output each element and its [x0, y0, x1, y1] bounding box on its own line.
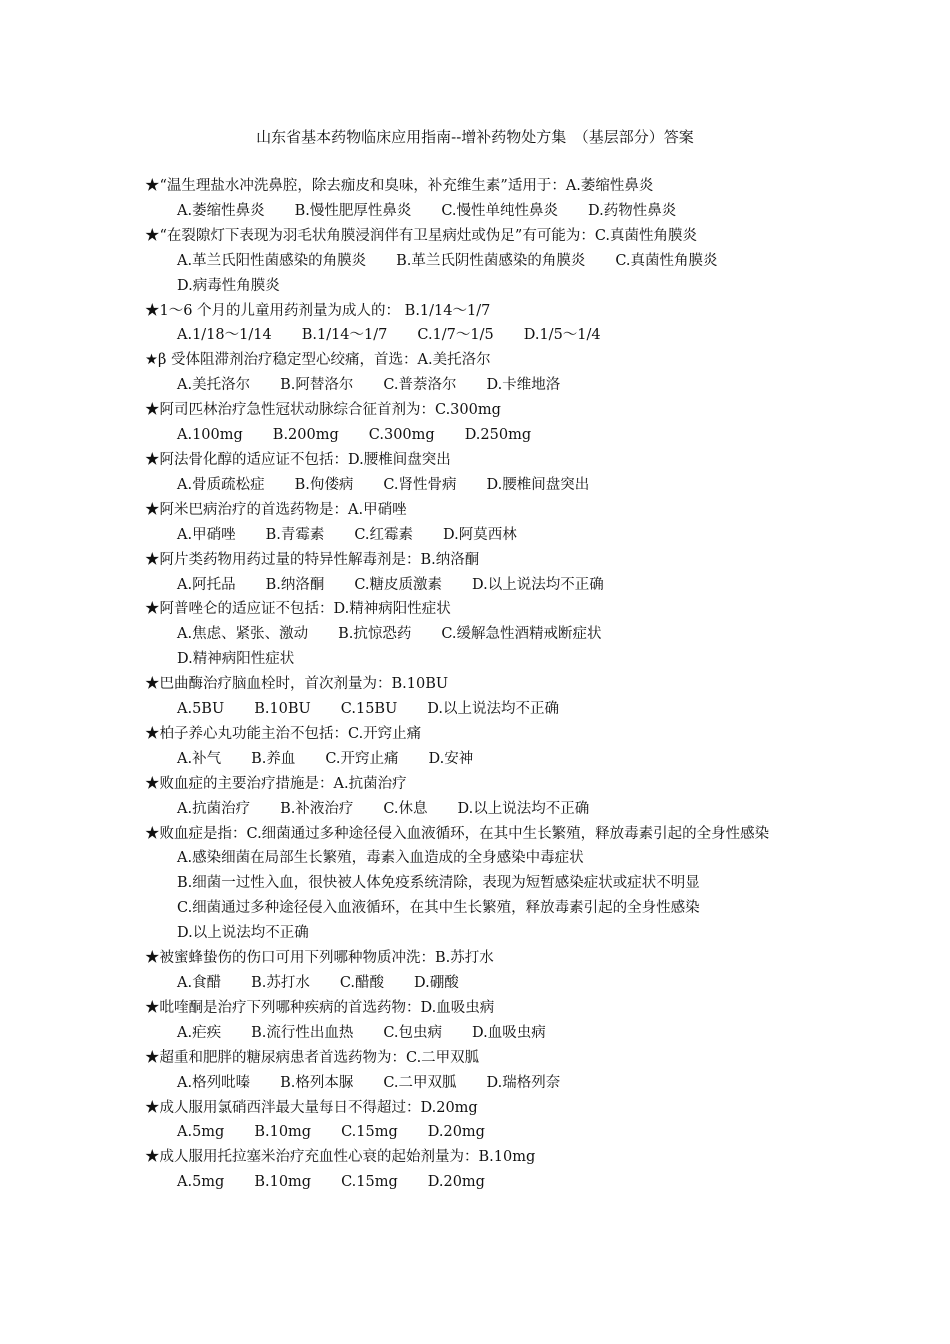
answer-option: B.纳洛酮	[265, 576, 325, 593]
option-row	[145, 1120, 805, 1145]
option-row	[145, 274, 805, 299]
option-row	[145, 373, 805, 398]
answer-option: A.萎缩性鼻炎	[177, 202, 265, 219]
option-row	[145, 647, 805, 672]
answer-option: B.慢性肥厚性鼻炎	[294, 202, 412, 219]
answer-option: A.补气	[177, 750, 222, 767]
answer-option: B.阿替洛尔	[280, 377, 354, 394]
answer-option: A.革兰氏阳性菌感染的角膜炎	[177, 252, 367, 269]
answer-option: B.革兰氏阴性菌感染的角膜炎	[396, 252, 586, 269]
answer-option: D.以上说法均不正确	[457, 800, 590, 817]
answer-option: D.1/5～1/4	[523, 327, 601, 344]
option-row	[145, 797, 805, 822]
option-row	[145, 622, 805, 647]
question-text: ★β 受体阻滞剂治疗稳定型心绞痛，首选：A.美托洛尔	[145, 352, 491, 369]
answer-option: C.二甲双胍	[383, 1074, 457, 1091]
answer-option: C.细菌通过多种途径侵入血液循环，在其中生长繁殖，释放毒素引起的全身性感染	[177, 900, 700, 917]
answer-option: B.抗惊恐药	[338, 626, 412, 643]
answer-option: A.格列吡嗪	[177, 1074, 251, 1091]
answer-option: D.以上说法均不正确	[427, 701, 560, 718]
answer-option: C.肾性骨病	[383, 476, 457, 493]
answer-option: C.缓解急性酒精戒断症状	[441, 626, 602, 643]
answer-option: C.15BU	[340, 701, 398, 718]
answer-option: C.糖皮质激素	[354, 576, 443, 593]
answer-option: B.苏打水	[251, 975, 310, 991]
document-title: 山东省基本药物临床应用指南--增补药物处方集 （基层部分）答案	[256, 128, 694, 146]
option-row	[145, 1170, 805, 1195]
answer-option: D.卡维地洛	[486, 377, 561, 394]
question-text: ★“在裂隙灯下表现为羽毛状角膜浸润伴有卫星病灶或伪足”有可能为：C.真菌性角膜炎	[145, 227, 698, 244]
answer-option: A.100mg	[177, 427, 243, 444]
answer-option: A.食醋	[177, 975, 222, 991]
answer-option: B.10mg	[254, 1174, 312, 1191]
answer-option: C.醋酸	[339, 975, 385, 991]
answer-option: B.10BU	[254, 701, 311, 718]
answer-option: C.1/7～1/5	[417, 327, 494, 344]
answer-option: B.200mg	[272, 427, 339, 444]
answer-option: B.补液治疗	[280, 800, 354, 817]
option-row	[145, 1021, 805, 1046]
answer-option: D.阿莫西林	[443, 526, 517, 543]
question-text: ★吡喹酮是治疗下列哪种疾病的首选药物：D.血吸虫病	[145, 999, 495, 1016]
answer-option: D.安神	[428, 750, 474, 767]
answer-option: D.以上说法均不正确	[472, 576, 604, 593]
answer-option: A.1/18～1/14	[177, 327, 272, 344]
question-text: ★阿片类药物用药过量的特异性解毒剂是：B.纳洛酮	[145, 551, 480, 568]
answer-option: C.真菌性角膜炎	[615, 252, 718, 269]
question-text: ★成人服用氯硝西泮最大量每日不得超过：D.20mg	[145, 1099, 478, 1116]
option-row	[145, 747, 805, 772]
answer-option: A.骨质疏松症	[177, 476, 265, 493]
answer-option: A.抗菌治疗	[177, 800, 251, 817]
answer-option: B.10mg	[254, 1124, 312, 1141]
answer-option: D.20mg	[427, 1174, 485, 1191]
question-text: ★阿法骨化醇的适应证不包括：D.腰椎间盘突出	[145, 451, 451, 468]
option-row	[145, 971, 805, 996]
answer-option: A.焦虑、紧张、激动	[177, 626, 309, 643]
answer-option: C.红霉素	[354, 526, 414, 543]
question-text: ★“温生理盐水冲洗鼻腔，除去痂皮和臭味，补充维生素”适用于：A.萎缩性鼻炎	[145, 178, 654, 194]
answer-option: D.硼酸	[414, 975, 459, 991]
answer-option: D.瑞格列奈	[486, 1074, 561, 1091]
question-text: ★败血症是指：C.细菌通过多种途径侵入血液循环，在其中生长繁殖，释放毒素引起的全身性感染	[145, 825, 770, 842]
option-row	[145, 1071, 805, 1096]
answer-option: D.血吸虫病	[472, 1024, 546, 1041]
answer-option: C.休息	[383, 800, 428, 817]
answer-option: C.开窍止痛	[325, 750, 399, 767]
answer-option: C.15mg	[341, 1124, 398, 1141]
option-row	[145, 323, 805, 348]
answer-option: A.5BU	[177, 701, 225, 718]
answer-option: D.以上说法均不正确	[177, 925, 309, 942]
answer-option: A.疟疾	[177, 1024, 222, 1041]
question-text: ★成人服用托拉塞米治疗充血性心衰的起始剂量为：B.10mg	[145, 1149, 536, 1166]
question-text: ★阿米巴病治疗的首选药物是：A.甲硝唑	[145, 501, 407, 518]
option-row	[145, 199, 805, 224]
question-text: ★巴曲酶治疗脑血栓时，首次剂量为：B.10BU	[145, 676, 449, 693]
answer-option: B.1/14～1/7	[301, 327, 388, 344]
answer-option: B.细菌一过性入血，很快被人体免疫系统清除，表现为短暂感染症状或症状不明显	[177, 875, 700, 892]
answer-option: C.普萘洛尔	[383, 377, 457, 394]
answer-option: A.阿托品	[177, 576, 236, 593]
option-row	[145, 523, 805, 548]
answer-option: A.感染细菌在局部生长繁殖，毒素入血造成的全身感染中毒症状	[177, 850, 584, 867]
question-list	[145, 174, 805, 1195]
answer-option: D.病毒性角膜炎	[177, 277, 280, 294]
answer-option: A.5mg	[177, 1124, 225, 1141]
question-text: ★阿普唑仑的适应证不包括：D.精神病阳性症状	[145, 601, 451, 618]
answer-option: C.300mg	[368, 427, 435, 444]
answer-option: D.药物性鼻炎	[588, 202, 677, 219]
answer-option: D.250mg	[464, 427, 532, 444]
question-text: ★被蜜蜂蛰伤的伤口可用下列哪种物质冲洗：B.苏打水	[145, 950, 494, 967]
answer-option: A.5mg	[177, 1174, 225, 1191]
question-text: ★败血症的主要治疗措施是：A.抗菌治疗	[145, 775, 407, 792]
answer-option: C.慢性单纯性鼻炎	[441, 202, 559, 219]
question-text: ★1～6 个月的儿童用药剂量为成人的： B.1/14～1/7	[145, 302, 491, 319]
question-text: ★超重和肥胖的糖尿病患者首选药物为：C.二甲双胍	[145, 1049, 480, 1066]
option-row	[145, 249, 805, 274]
answer-option: B.佝偻病	[294, 476, 354, 493]
question-text: ★阿司匹林治疗急性冠状动脉综合征首剂为：C.300mg	[145, 402, 501, 419]
answer-option: B.流行性出血热	[251, 1024, 354, 1041]
answer-option: A.美托洛尔	[177, 377, 251, 394]
question-text: ★柏子养心丸功能主治不包括：C.开窍止痛	[145, 725, 422, 742]
answer-option: D.20mg	[427, 1124, 485, 1141]
answer-option: B.养血	[251, 750, 296, 767]
answer-option: D.腰椎间盘突出	[486, 476, 590, 493]
answer-option: C.包虫病	[383, 1024, 443, 1041]
option-row	[145, 473, 805, 498]
option-row	[145, 697, 805, 722]
option-row	[145, 573, 805, 598]
answer-option: B.格列本脲	[280, 1074, 354, 1091]
option-row	[145, 423, 805, 448]
answer-option: C.15mg	[341, 1174, 398, 1191]
answer-option: B.青霉素	[265, 526, 325, 543]
answer-option: D.精神病阳性症状	[177, 651, 295, 668]
answer-option: A.甲硝唑	[177, 526, 236, 543]
